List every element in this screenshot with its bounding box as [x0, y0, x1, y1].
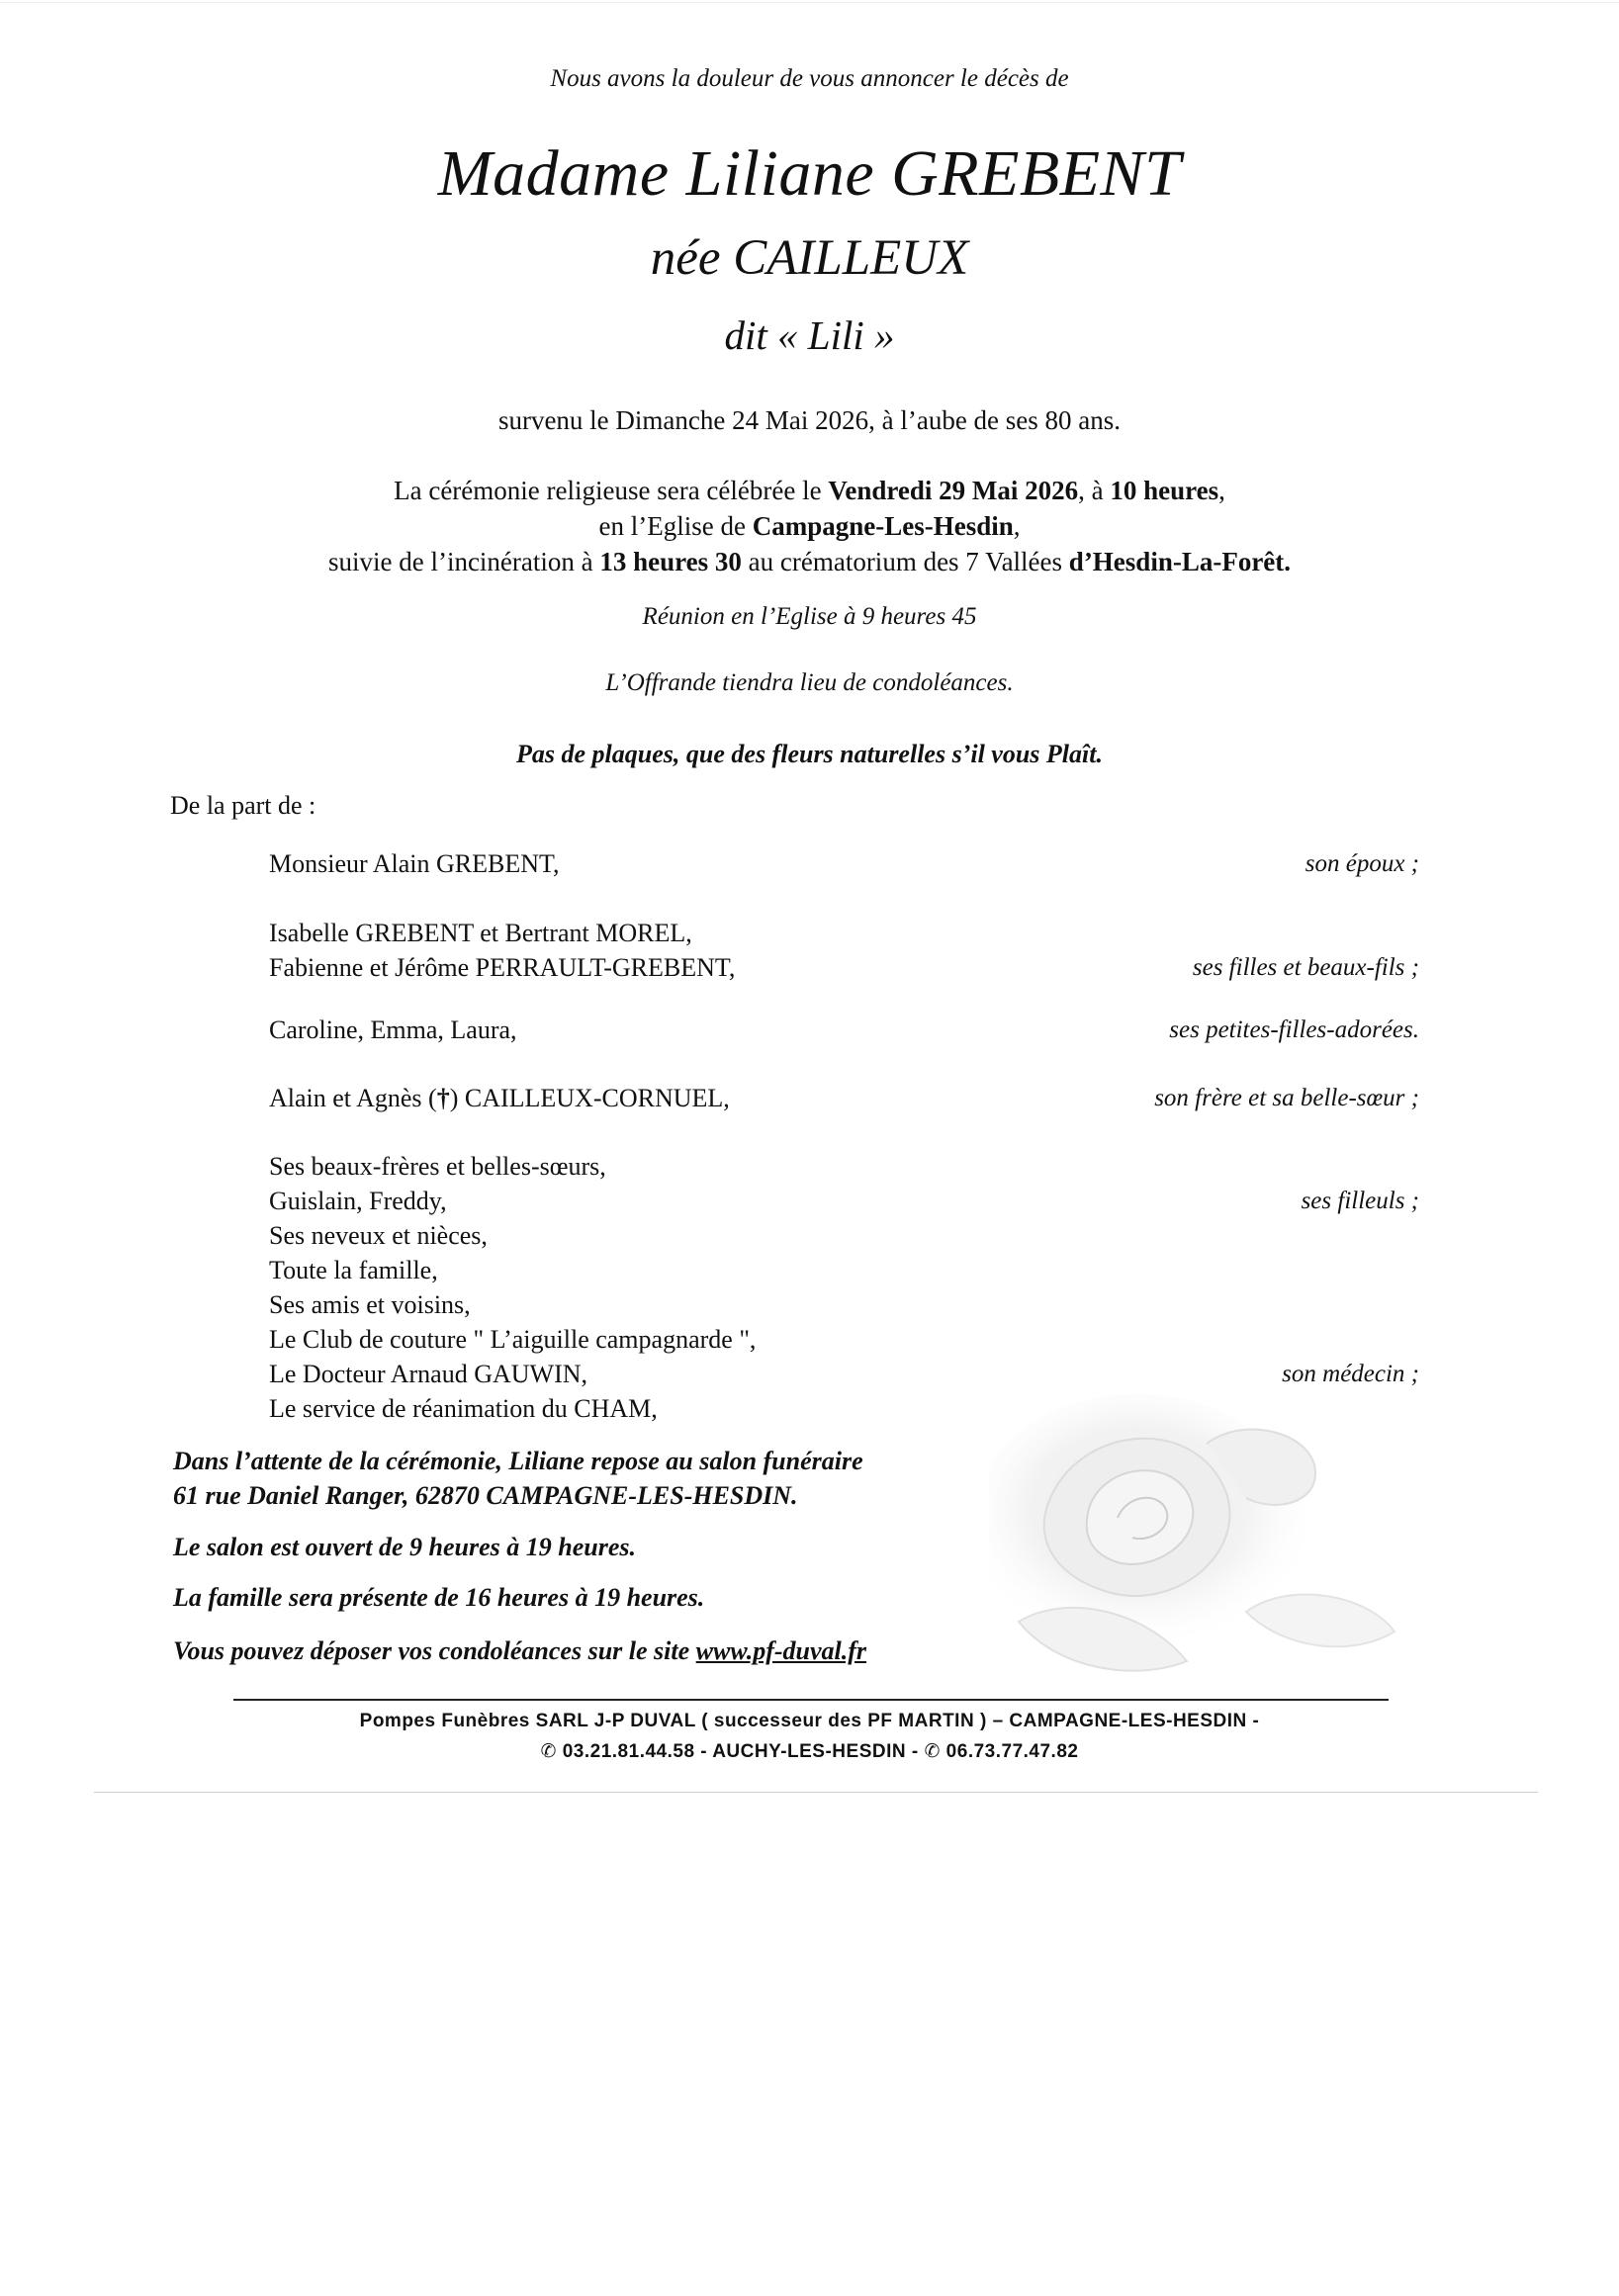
nickname: dit « Lili » [724, 312, 895, 358]
family-line: Guislain, Freddy, [269, 1187, 447, 1215]
family-heading: De la part de : [170, 791, 316, 820]
maiden-name: née CAILLEUX [650, 230, 969, 286]
footer-divider [233, 1699, 1389, 1701]
page-top-edge [0, 2, 1619, 3]
offrande-note: L’Offrande tiendra lieu de condoléances. [605, 669, 1014, 696]
ceremony-text: La cérémonie religieuse sera célébrée le [394, 476, 829, 505]
ceremony-text: en l’Eglise de [598, 511, 753, 541]
death-date: survenu le Dimanche 24 Mai 2026, à l’aube de ses 80 ans. [497, 405, 1122, 435]
family-line: Fabienne et Jérôme PERRAULT-GREBENT, [269, 953, 736, 982]
salon-line: Dans l’attente de la cérémonie, Liliane repose au salon funéraire [173, 1447, 863, 1475]
family-relation: son médecin ; [1282, 1361, 1419, 1387]
ceremony-details [0, 473, 1619, 579]
deceased-name: Madame Liliane GREBENT [437, 137, 1182, 210]
footer-line-1: Pompes Funèbres SARL J-P DUVAL ( successeur des PF MARTIN ) – CAMPAGNE-LES-HESDIN - [359, 1711, 1260, 1731]
family-relation: son époux ; [1304, 850, 1419, 877]
family-line: Le Club de couture " L’aiguille campagnarde ", [269, 1325, 757, 1354]
ceremony-date: Vendredi 29 Mai 2026 [828, 476, 1079, 505]
family-line: Isabelle GREBENT et Bertrant MOREL, [269, 919, 692, 947]
family-line: Ses beaux-frères et belles-sœurs, [269, 1152, 606, 1181]
family-line: Monsieur Alain GREBENT, [269, 849, 560, 878]
family-line: Ses amis et voisins, [269, 1290, 471, 1319]
family-line: Caroline, Emma, Laura, [269, 1016, 517, 1044]
salon-hours: Le salon est ouvert de 9 heures à 19 heures. [173, 1533, 636, 1561]
ceremony-text: , [1218, 476, 1225, 505]
ceremony-time: 10 heures [1110, 476, 1219, 505]
reunion-note: Réunion en l’Eglise à 9 heures 45 [642, 603, 977, 630]
ceremony-text: au crématorium des 7 Vallées [741, 547, 1069, 576]
condolences-text: Vous pouvez déposer vos condoléances sur le site [173, 1636, 696, 1665]
family-relation: son frère et sa belle-sœur ; [1154, 1085, 1419, 1111]
page-edge [94, 1792, 1538, 1793]
flowers-note: Pas de plaques, que des fleurs naturelles s’il vous Plaît. [516, 740, 1103, 768]
cross-icon: † [436, 1084, 450, 1112]
family-line: Ses neveux et nièces, [269, 1221, 488, 1250]
condolences-line [173, 1634, 866, 1668]
family-relation: ses petites-filles-adorées. [1169, 1016, 1419, 1043]
family-line: Le Docteur Arnaud GAUWIN, [269, 1360, 588, 1388]
rose-image [989, 1384, 1424, 1711]
ceremony-text: , à [1078, 476, 1111, 505]
crematorium-place: d’Hesdin-La-Forêt. [1068, 547, 1292, 576]
footer-line-2: ✆ 03.21.81.44.58 - AUCHY-LES-HESDIN - ✆ 06.73.77.47.82 [540, 1741, 1079, 1762]
ceremony-line-2 [0, 508, 1619, 544]
announcement-intro: Nous avons la douleur de vous annoncer le décès de [550, 65, 1069, 92]
ceremony-text: suivie de l’incinération à [327, 547, 600, 576]
family-hours: La famille sera présente de 16 heures à 19 heures. [173, 1583, 705, 1612]
church-place: Campagne-Les-Hesdin [752, 511, 1014, 541]
family-line [269, 1081, 730, 1115]
family-relation: ses filleuls ; [1301, 1188, 1419, 1214]
ceremony-line-3 [0, 544, 1619, 579]
ceremony-line-1 [0, 473, 1619, 508]
family-line: Le service de réanimation du CHAM, [269, 1394, 658, 1423]
family-line: Toute la famille, [269, 1256, 438, 1284]
website-link[interactable]: www.pf-duval.fr [695, 1636, 867, 1665]
ceremony-text: , [1013, 511, 1021, 541]
salon-address: 61 rue Daniel Ranger, 62870 CAMPAGNE-LES-HESDIN. [173, 1481, 798, 1510]
family-text: Alain et Agnès ( [269, 1084, 437, 1112]
family-text: ) CAILLEUX-CORNUEL, [449, 1084, 730, 1112]
family-relation: ses filles et beaux-fils ; [1192, 954, 1419, 981]
cremation-time: 13 heures 30 [599, 547, 742, 576]
